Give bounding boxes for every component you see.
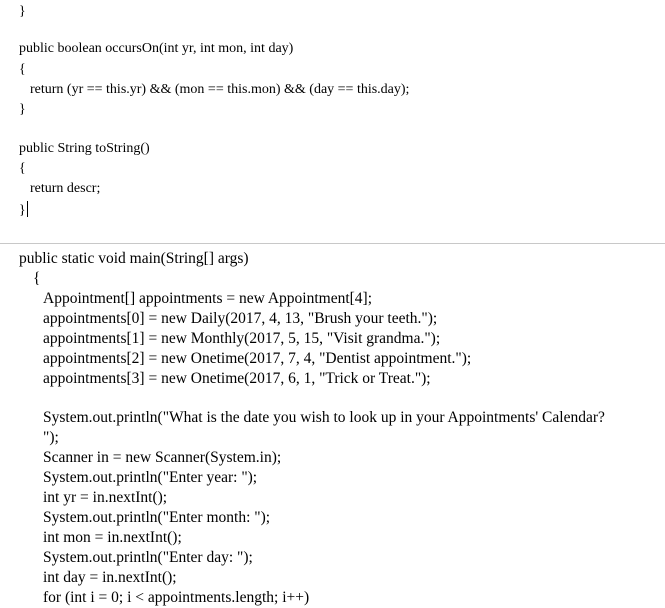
code-line: public boolean occursOn(int yr, int mon, int day): [19, 41, 294, 56]
text-cursor: [27, 201, 28, 217]
code-line: for (int i = 0; i < appointments.length; i++): [43, 589, 310, 606]
code-line: int yr = in.nextInt();: [43, 489, 168, 506]
code-line: Appointment[] appointments = new Appointment[4];: [43, 290, 373, 307]
section-divider: [0, 243, 665, 244]
code-line: public String toString(): [19, 141, 150, 156]
code-line: appointments[3] = new Onetime(2017, 6, 1, "Trick or Treat.");: [43, 370, 431, 387]
code-line: }: [19, 102, 26, 117]
code-line: System.out.println("Enter year: ");: [43, 469, 258, 486]
code-line: public static void main(String[] args): [19, 250, 249, 267]
code-line: appointments[1] = new Monthly(2017, 5, 15, "Visit grandma.");: [43, 330, 441, 347]
code-line: appointments[0] = new Daily(2017, 4, 13, "Brush your teeth.");: [43, 310, 438, 327]
code-line: int mon = in.nextInt();: [43, 529, 182, 546]
code-line: System.out.println("Enter month: ");: [43, 509, 271, 526]
code-line: appointments[2] = new Onetime(2017, 7, 4, "Dentist appointment.");: [43, 350, 472, 367]
code-line: {: [19, 161, 26, 176]
code-line: System.out.println("Enter day: ");: [43, 549, 253, 566]
code-line-with-caret: [19, 201, 28, 220]
code-line: {: [19, 62, 26, 77]
code-text: }: [19, 203, 26, 218]
code-line: System.out.println("What is the date you wish to look up in your Appointments' Calendar?: [43, 409, 605, 426]
code-line: return (yr == this.yr) && (mon == this.mon) && (day == this.day);: [30, 82, 410, 97]
code-line: {: [33, 270, 41, 287]
code-line: int day = in.nextInt();: [43, 569, 177, 586]
code-line: return descr;: [30, 181, 101, 196]
code-line: ");: [43, 429, 59, 446]
code-line: }: [19, 4, 26, 19]
code-line: Scanner in = new Scanner(System.in);: [43, 449, 282, 466]
